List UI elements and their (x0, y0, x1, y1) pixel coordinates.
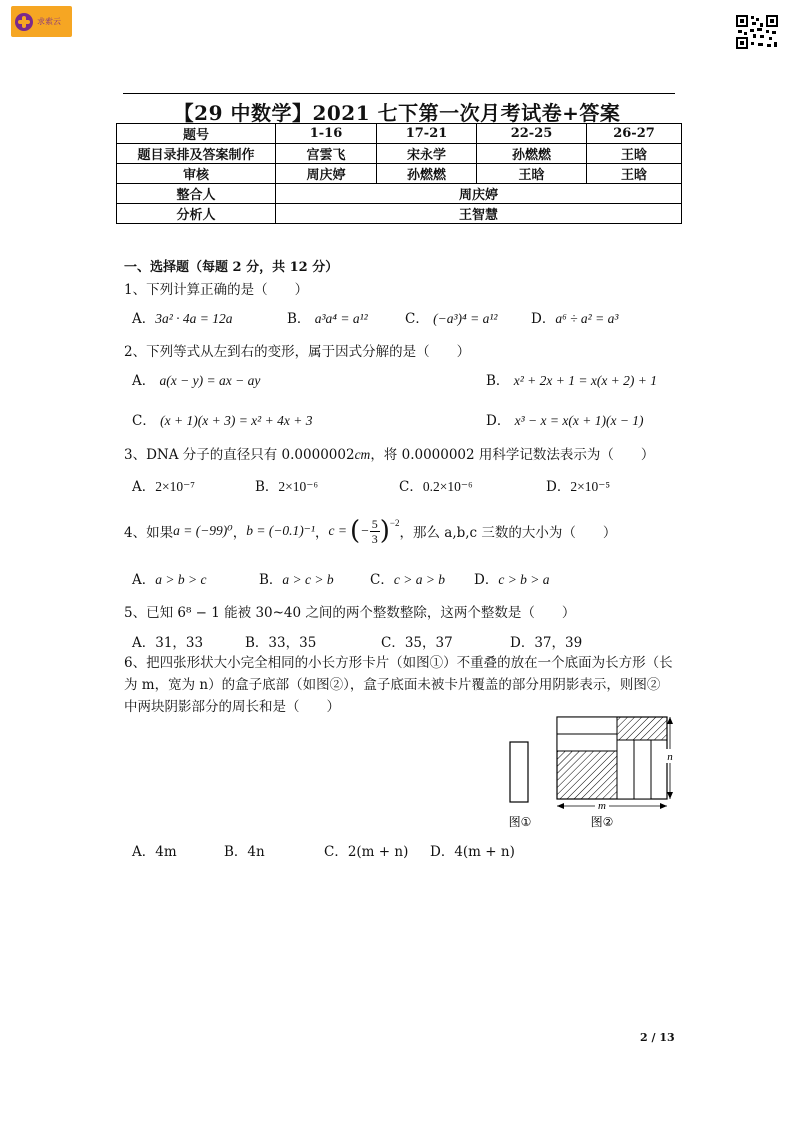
arrow-down-icon (667, 792, 673, 799)
question-6-stem (124, 652, 680, 718)
q6-option-a: A．4m (132, 844, 177, 860)
fraction-numerator: 5 (371, 516, 378, 531)
option-math: 3a² · 4a = 12a (155, 311, 233, 326)
shaded-region-top-right (617, 717, 667, 740)
figure-2-label: 图② (590, 815, 614, 829)
fraction (370, 517, 380, 546)
option-math: 0.2×10⁻⁶ (422, 479, 473, 494)
a-expression: a = (−99)⁰ (173, 523, 233, 538)
table-cell: 题号 (117, 124, 276, 144)
option-label: A． (132, 373, 156, 389)
stem-text: 3、DNA 分子的直径只有 0.0000002 (124, 447, 355, 463)
q5-option-d: D．37，39 (510, 635, 583, 651)
stem-text: 4、如果 (124, 525, 174, 541)
option-math: c > b > a (498, 572, 550, 587)
option-math: a³a⁴ = a¹² (314, 311, 368, 326)
table-cell: 题目录排及答案制作 (117, 144, 276, 164)
q6-option-c: C．2(m + n) (324, 844, 409, 860)
stem-line: 中两块阴影部分的周长和是（ ） (124, 699, 340, 715)
table-cell: 王智慧 (276, 204, 682, 224)
minus-sign: − (361, 523, 369, 538)
option-math: (x + 1)(x + 3) = x² + 4x + 3 (160, 413, 313, 428)
arrow-right-icon (660, 803, 667, 809)
option-math: x³ − x = x(x + 1)(x − 1) (514, 413, 644, 428)
q5-option-c: C．35，37 (381, 635, 453, 651)
option-math: 2×10⁻⁷ (155, 479, 195, 494)
q1-option-a (132, 307, 233, 327)
option-math: a(x − y) = ax − ay (159, 373, 261, 388)
table-cell: 孙燃燃 (377, 164, 477, 184)
horizontal-card-2 (557, 734, 617, 751)
table-cell: 宫雲飞 (276, 144, 377, 164)
option-math: x² + 2x + 1 = x(x + 2) + 1 (513, 373, 658, 388)
q2-option-a (132, 369, 260, 389)
option-label: A． (132, 572, 156, 588)
q6-option-d: D．4(m + n) (430, 844, 515, 860)
table-cell: 宋永学 (377, 144, 477, 164)
b-expression: b = (−0.1)⁻¹ (246, 523, 315, 538)
option-label: D． (474, 572, 499, 588)
q1-option-c (405, 307, 497, 327)
arrow-up-icon (667, 717, 673, 724)
table-cell: 22-25 (477, 124, 587, 144)
vertical-card-2 (634, 740, 651, 799)
left-paren: ( (349, 516, 361, 546)
option-label: B． (255, 479, 279, 495)
question-6-figure (498, 712, 688, 842)
option-label: D． (531, 311, 556, 327)
q4-option-c (370, 568, 445, 588)
fraction-denominator: 3 (371, 531, 378, 546)
table-cell: 整合人 (117, 184, 276, 204)
dimension-m-label: m (598, 800, 606, 812)
option-label: A． (132, 479, 156, 495)
option-label: B． (287, 311, 311, 327)
option-math: 2×10⁻⁶ (278, 479, 319, 494)
dimension-n-label: n (667, 751, 673, 763)
table-cell: 分析人 (117, 204, 276, 224)
exponent: −2 (389, 518, 400, 528)
table-row (117, 204, 682, 224)
q1-option-d (531, 307, 618, 327)
figure-1-label: 图① (508, 815, 532, 829)
section-title: 一、选择题（每题 2 分，共 12 分） (124, 260, 339, 275)
credits-table (116, 123, 682, 224)
question-5-stem: 5、已知 6⁸ − 1 能被 30~40 之间的两个整数整除，这两个整数是（ ） (124, 605, 576, 621)
option-math: a > c > b (282, 572, 334, 587)
q4-option-b (259, 568, 334, 588)
separator: ， (314, 525, 329, 541)
q2-option-b (486, 369, 657, 389)
option-math: c > a > b (393, 572, 446, 587)
shaded-region-bottom-left (557, 751, 617, 799)
table-row (117, 124, 682, 144)
table-row (117, 184, 682, 204)
option-label: B． (259, 572, 283, 588)
q2-option-c (132, 409, 312, 429)
option-label: C． (399, 479, 423, 495)
table-cell: 王晗 (477, 164, 587, 184)
table-row (117, 164, 682, 184)
c-expression-lhs: c = (328, 523, 347, 538)
table-cell: 26-27 (587, 124, 682, 144)
q3-option-b (255, 475, 318, 495)
option-label: B． (486, 373, 510, 389)
document-title: 【29 中数学】2021 七下第一次月考试卷+答案 (173, 101, 621, 125)
option-label: D． (546, 479, 571, 495)
right-paren: ) (379, 516, 390, 546)
option-math: (−a³)⁴ = a¹² (433, 311, 498, 326)
option-label: C． (405, 311, 429, 327)
q4-option-d (474, 568, 550, 588)
vertical-card-1 (617, 740, 634, 799)
q6-option-b: B．4n (224, 844, 265, 860)
question-1-stem: 1、下列计算正确的是（ ） (124, 282, 309, 298)
option-math: a > b > c (155, 572, 207, 587)
q1-option-b (287, 307, 368, 327)
option-math: 2×10⁻⁵ (570, 479, 611, 494)
table-row (117, 144, 682, 164)
q2-option-d (486, 409, 644, 429)
stem-line: 为 m，宽为 n）的盒子底部（如图②），盒子底面未被卡片覆盖的部分用阴影表示，则图② (124, 677, 661, 693)
table-cell: 孙燃燃 (477, 144, 587, 164)
q5-option-b: B．33，35 (245, 635, 317, 651)
q3-option-a (132, 475, 195, 495)
qr-code-icon (736, 15, 778, 51)
stem-text: ，那么 a,b,c 三数的大小为（ ） (399, 525, 617, 541)
option-label: A． (132, 311, 156, 327)
q3-option-c (399, 475, 473, 495)
question-3-stem (124, 443, 654, 463)
horizontal-card-1 (557, 717, 617, 734)
table-cell: 王晗 (587, 164, 682, 184)
arrow-left-icon (557, 803, 564, 809)
q3-option-d (546, 475, 610, 495)
option-math: a⁶ ÷ a² = a³ (555, 311, 619, 326)
option-label: C． (132, 413, 156, 429)
title-rule (123, 93, 675, 94)
table-cell: 周庆婷 (276, 184, 682, 204)
q4-option-a (132, 568, 206, 588)
option-label: C． (370, 572, 394, 588)
brand-logo (11, 6, 72, 37)
question-2-stem: 2、下列等式从左到右的变形，属于因式分解的是（ ） (124, 344, 471, 360)
logo-text: 求索云 (37, 17, 61, 26)
table-cell: 1-16 (276, 124, 377, 144)
separator: ， (232, 525, 247, 541)
question-4-stem (124, 516, 616, 546)
table-cell: 王晗 (587, 144, 682, 164)
table-cell: 审核 (117, 164, 276, 184)
figure-1-card (510, 742, 528, 802)
stem-line: 6、把四张形状大小完全相同的小长方形卡片（如图①）不重叠的放在一个底面为长方形（长 (124, 655, 673, 671)
page-number: 2 / 13 (640, 1031, 675, 1044)
q5-option-a: A．31，33 (132, 635, 204, 651)
stem-unit: cm (354, 447, 371, 462)
stem-text: ，将 0.0000002 用科学记数法表示为（ ） (370, 447, 655, 463)
logo-cross-icon (15, 13, 33, 31)
table-cell: 17-21 (377, 124, 477, 144)
option-label: D． (486, 413, 511, 429)
table-cell: 周庆婷 (276, 164, 377, 184)
